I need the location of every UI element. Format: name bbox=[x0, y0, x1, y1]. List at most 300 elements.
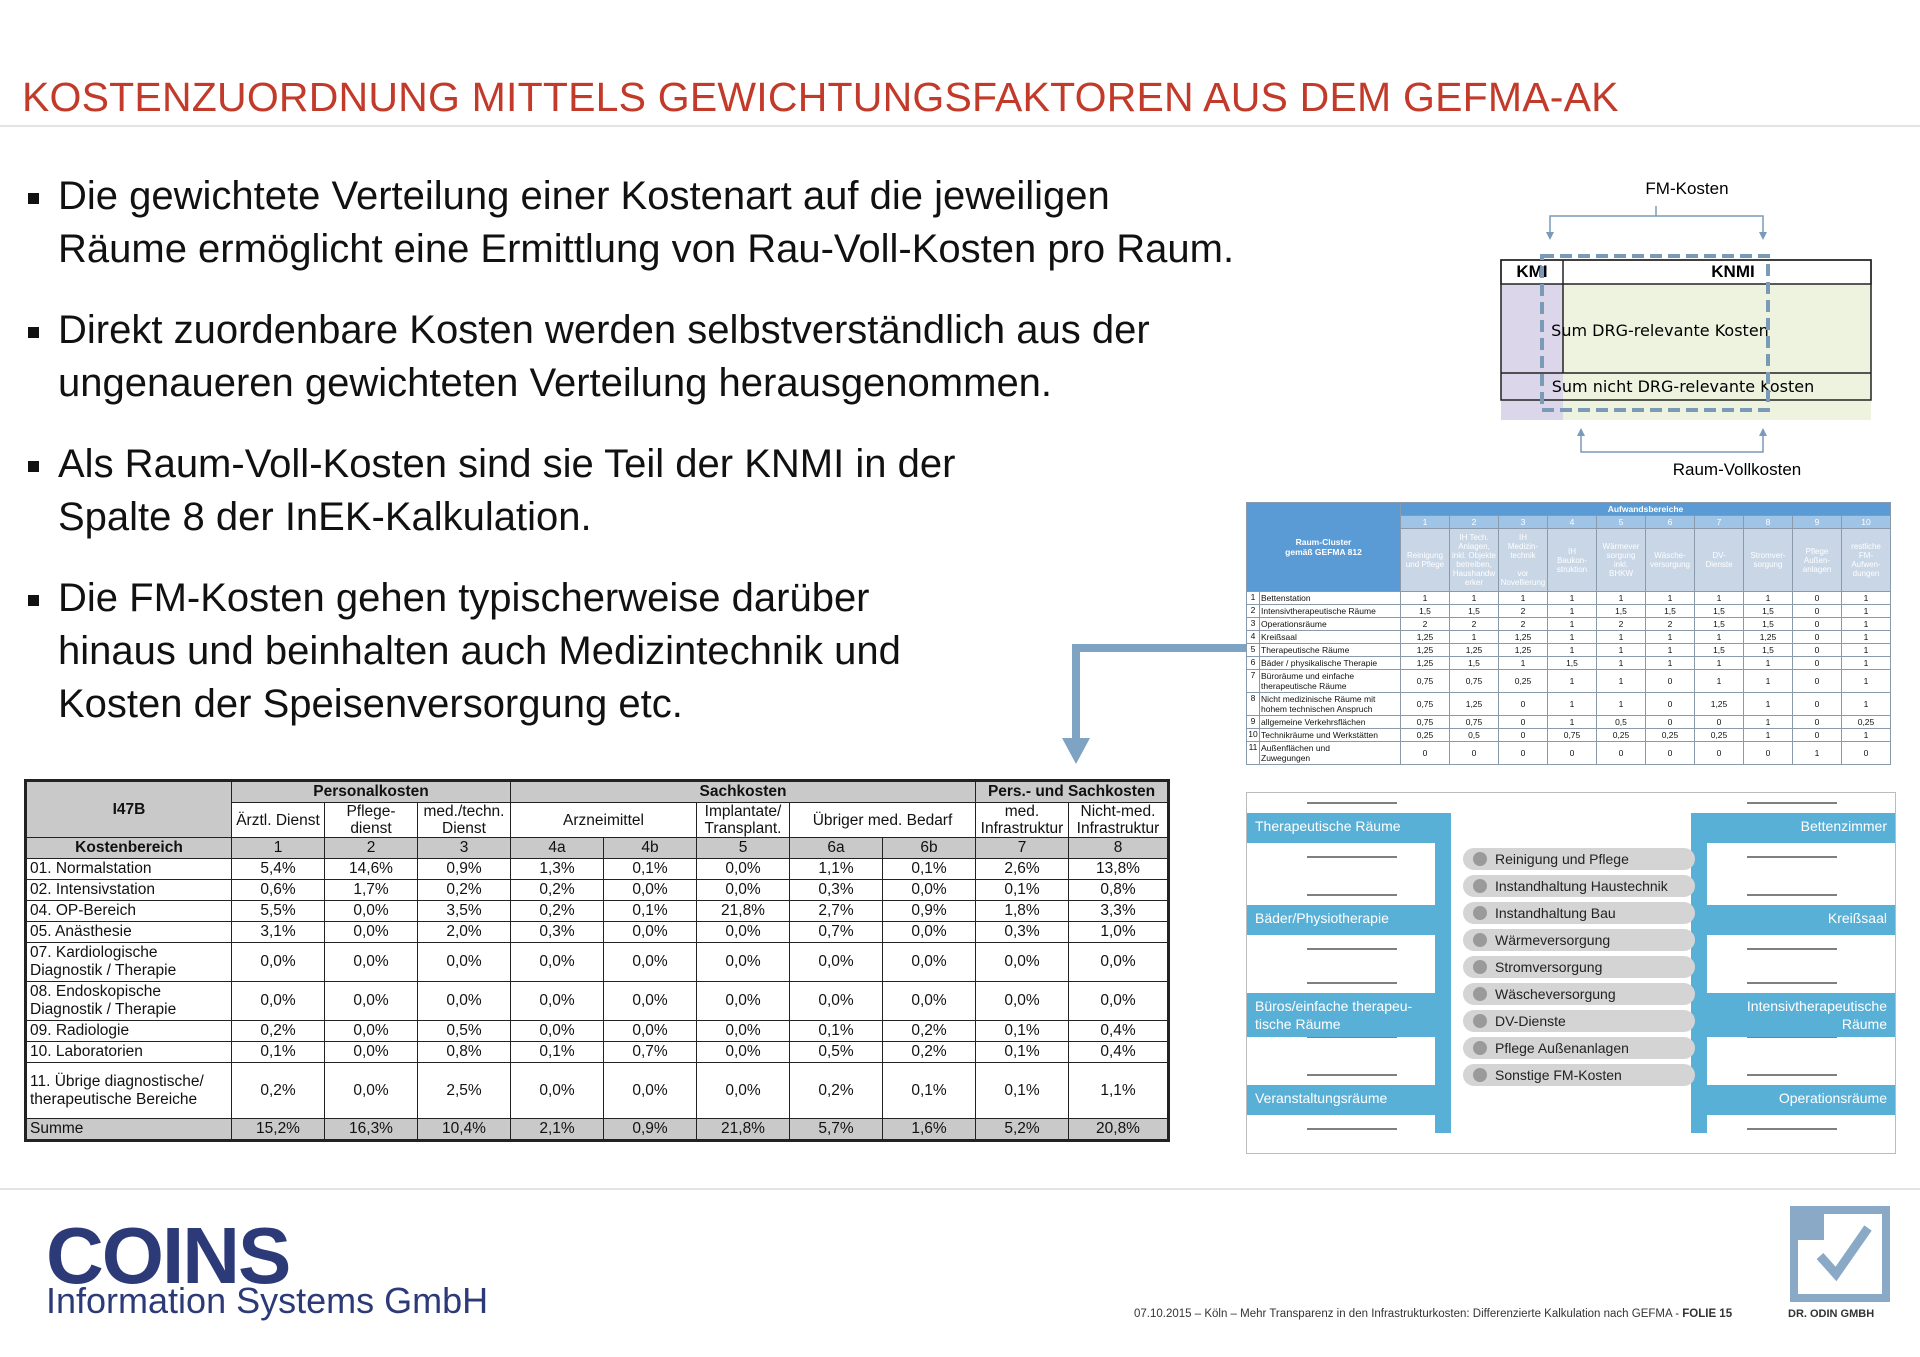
cluster-cell: 0,25 bbox=[1401, 729, 1450, 742]
coins-logo: COINS bbox=[46, 1211, 290, 1300]
column-number: 6a bbox=[790, 838, 883, 859]
cluster-cell: 0 bbox=[1793, 644, 1842, 657]
column-subheader: Übriger med. Bedarf bbox=[790, 803, 976, 838]
table-cell: 0,0% bbox=[790, 943, 883, 982]
table-cell: 14,6% bbox=[325, 859, 418, 880]
bullet-square-icon bbox=[28, 193, 39, 204]
cluster-cell: 1 bbox=[1597, 657, 1646, 670]
cluster-cell: 1 bbox=[1499, 657, 1548, 670]
table-cell: 1,1% bbox=[1069, 1063, 1169, 1119]
table-row bbox=[26, 922, 1169, 943]
table-cell: 3,5% bbox=[418, 901, 511, 922]
service-gear-icon bbox=[1473, 933, 1487, 947]
gefma-cluster-table bbox=[1246, 502, 1891, 765]
cluster-cell: 0 bbox=[1499, 693, 1548, 716]
left-room-chip: Veranstaltungsräume bbox=[1247, 1085, 1435, 1115]
cost-distribution-table bbox=[24, 779, 1170, 1142]
column-number: 5 bbox=[697, 838, 790, 859]
table-cell: 0,0% bbox=[883, 922, 976, 943]
column-number: 8 bbox=[1069, 838, 1169, 859]
service-gear-icon bbox=[1473, 906, 1487, 920]
cluster-cell: 1 bbox=[1842, 631, 1891, 644]
cluster-cell: 1 bbox=[1597, 592, 1646, 605]
cluster-cell: 1 bbox=[1548, 605, 1597, 618]
cluster-cell: 1 bbox=[1548, 592, 1597, 605]
service-gear-icon bbox=[1473, 879, 1487, 893]
raum-vollkosten-label: Raum-Vollkosten bbox=[1672, 460, 1802, 479]
service-gear-icon bbox=[1473, 1041, 1487, 1055]
table-cell: 0,0% bbox=[697, 922, 790, 943]
cluster-column-header: IH Baukon- struktion bbox=[1548, 529, 1597, 592]
slide-number: FOLIE 15 bbox=[1682, 1308, 1733, 1320]
table-cell: 2,7% bbox=[790, 901, 883, 922]
cluster-cell: 1 bbox=[1450, 631, 1499, 644]
cluster-cell: 1,25 bbox=[1401, 657, 1450, 670]
service-label: Reinigung und Pflege bbox=[1495, 851, 1629, 867]
cluster-column-header: Pflege Außen- anlagen bbox=[1793, 529, 1842, 592]
bullet-square-icon bbox=[28, 461, 39, 472]
table-number-row bbox=[26, 838, 1169, 859]
sum-cell: 20,8% bbox=[1069, 1119, 1169, 1141]
cluster-cell: 1,25 bbox=[1450, 644, 1499, 657]
table-cell: 0,1% bbox=[604, 859, 697, 880]
cluster-cell: 1 bbox=[1842, 729, 1891, 742]
cluster-cell: 0,5 bbox=[1597, 716, 1646, 729]
cluster-cell: 0 bbox=[1793, 592, 1842, 605]
table-cell: 0,0% bbox=[604, 1063, 697, 1119]
service-gear-icon bbox=[1473, 1014, 1487, 1028]
cluster-cell: 1 bbox=[1499, 592, 1548, 605]
cluster-row-label: Bäder / physikalische Therapie bbox=[1260, 657, 1401, 670]
cluster-column-header: Stromver- sorgung bbox=[1744, 529, 1793, 592]
row-label: 05. Anästhesie bbox=[26, 922, 232, 943]
cluster-cell: 1 bbox=[1793, 742, 1842, 765]
table-cell: 0,0% bbox=[511, 1021, 604, 1042]
table-cell: 0,0% bbox=[604, 922, 697, 943]
non-drg-label: Sum nicht DRG-relevante Kosten bbox=[1551, 377, 1815, 396]
cluster-row-number: 5 bbox=[1247, 644, 1260, 657]
cluster-cell: 0,5 bbox=[1450, 729, 1499, 742]
fm-kosten-label: FM-Kosten bbox=[1645, 179, 1729, 198]
table-cell: 0,1% bbox=[790, 1021, 883, 1042]
column-number: 7 bbox=[976, 838, 1069, 859]
sum-cell: 5,7% bbox=[790, 1119, 883, 1141]
table-cell: 0,2% bbox=[232, 1021, 325, 1042]
bullet-text-line: Die gewichtete Verteilung einer Kostenart auf die jeweiligen bbox=[58, 174, 1110, 218]
table-row bbox=[26, 901, 1169, 922]
table-cell: 5,4% bbox=[232, 859, 325, 880]
sum-cell: 21,8% bbox=[697, 1119, 790, 1141]
table-cell: 0,1% bbox=[883, 1063, 976, 1119]
table-cell: 0,1% bbox=[976, 1063, 1069, 1119]
cluster-row-label: Außenflächen und Zuwegungen bbox=[1260, 742, 1401, 765]
table-cell: 0,0% bbox=[604, 943, 697, 982]
table-cell: 5,5% bbox=[232, 901, 325, 922]
cluster-cell: 1 bbox=[1597, 693, 1646, 716]
table-cell: 0,1% bbox=[976, 880, 1069, 901]
cluster-cell: 1 bbox=[1597, 644, 1646, 657]
column-number: 4b bbox=[604, 838, 697, 859]
cluster-cell: 1,5 bbox=[1597, 605, 1646, 618]
cluster-label: Raum-Cluster gemäß GEFMA 812 bbox=[1247, 503, 1401, 592]
cluster-row-label: Bettenstation bbox=[1260, 592, 1401, 605]
cluster-column-number: 5 bbox=[1597, 516, 1646, 529]
table-cell: 13,8% bbox=[1069, 859, 1169, 880]
cluster-row-number: 3 bbox=[1247, 618, 1260, 631]
row-label: 07. Kardiologische Diagnostik / Therapie bbox=[26, 943, 232, 982]
cluster-cell: 1 bbox=[1842, 592, 1891, 605]
bullet-text-line: Kosten der Speisenversorgung etc. bbox=[58, 682, 683, 726]
cluster-cell: 1 bbox=[1695, 592, 1744, 605]
cluster-cell: 0 bbox=[1744, 742, 1793, 765]
column-subheader: Ärztl. Dienst bbox=[232, 803, 325, 838]
cluster-cell: 0 bbox=[1597, 742, 1646, 765]
fm-service-item bbox=[1463, 956, 1695, 978]
cluster-row bbox=[1247, 742, 1891, 765]
cluster-cell: 1 bbox=[1695, 670, 1744, 693]
table-cell: 2,0% bbox=[418, 922, 511, 943]
table-row bbox=[26, 982, 1169, 1021]
cluster-cell: 1 bbox=[1646, 657, 1695, 670]
kostenbereich-label: Kostenbereich bbox=[26, 838, 232, 859]
knmi-label: KNMI bbox=[1711, 262, 1755, 281]
left-room-chip: Büros/einfache therapeu- tische Räume bbox=[1247, 993, 1435, 1037]
cluster-cell: 0,75 bbox=[1450, 716, 1499, 729]
cluster-cell: 1,5 bbox=[1695, 618, 1744, 631]
coins-logo-subtitle: Information Systems GmbH bbox=[46, 1280, 489, 1321]
sum-label: Summe bbox=[26, 1119, 232, 1141]
cluster-cell: 1 bbox=[1744, 670, 1793, 693]
row-label: 10. Laboratorien bbox=[26, 1042, 232, 1063]
cluster-cell: 0 bbox=[1401, 742, 1450, 765]
cluster-cell: 0,25 bbox=[1646, 729, 1695, 742]
cluster-cell: 1 bbox=[1842, 644, 1891, 657]
table-cell: 0,0% bbox=[325, 901, 418, 922]
column-number: 4a bbox=[511, 838, 604, 859]
cluster-row bbox=[1247, 605, 1891, 618]
cluster-cell: 1 bbox=[1744, 592, 1793, 605]
cluster-cell: 1,5 bbox=[1744, 618, 1793, 631]
table-cell: 0,0% bbox=[604, 982, 697, 1021]
cluster-cell: 1 bbox=[1548, 644, 1597, 657]
cluster-row bbox=[1247, 618, 1891, 631]
fm-service-item bbox=[1463, 848, 1695, 870]
table-cell: 0,7% bbox=[604, 1042, 697, 1063]
table-cell: 0,8% bbox=[418, 1042, 511, 1063]
table-cell: 1,7% bbox=[325, 880, 418, 901]
cluster-row-number: 10 bbox=[1247, 729, 1260, 742]
table-cell: 0,6% bbox=[232, 880, 325, 901]
cluster-cell: 1 bbox=[1744, 716, 1793, 729]
table-cell: 0,0% bbox=[325, 982, 418, 1021]
cluster-cell: 1 bbox=[1842, 605, 1891, 618]
table-cell: 0,3% bbox=[976, 922, 1069, 943]
table-cell: 0,0% bbox=[1069, 982, 1169, 1021]
table-row bbox=[26, 880, 1169, 901]
bullet-item bbox=[22, 438, 1422, 544]
bullet-text-line: hinaus und beinhalten auch Medizintechnik und bbox=[58, 629, 901, 673]
cluster-cell: 0 bbox=[1499, 716, 1548, 729]
table-cell: 0,2% bbox=[511, 901, 604, 922]
table-cell: 0,0% bbox=[604, 1021, 697, 1042]
table-cell: 0,2% bbox=[511, 880, 604, 901]
cluster-cell: 1 bbox=[1646, 592, 1695, 605]
fm-service-item bbox=[1463, 875, 1695, 897]
table-cell: 0,1% bbox=[976, 1042, 1069, 1063]
service-label: Instandhaltung Haustechnik bbox=[1495, 878, 1668, 894]
cluster-cell: 1,5 bbox=[1646, 605, 1695, 618]
cluster-row-label: allgemeine Verkehrsflächen bbox=[1260, 716, 1401, 729]
bullet-square-icon bbox=[28, 595, 39, 606]
cluster-cell: 0 bbox=[1793, 693, 1842, 716]
column-number: 1 bbox=[232, 838, 325, 859]
table-cell: 0,3% bbox=[511, 922, 604, 943]
cluster-cell: 1,25 bbox=[1499, 644, 1548, 657]
table-cell: 0,0% bbox=[697, 1042, 790, 1063]
bullet-text-line: Die FM-Kosten gehen typischerweise darüber bbox=[58, 576, 870, 620]
table-cell: 0,0% bbox=[232, 982, 325, 1021]
cluster-column-header: Wäsche- versorgung bbox=[1646, 529, 1695, 592]
cluster-row-number: 8 bbox=[1247, 693, 1260, 716]
raum-bottom-bracket bbox=[1581, 434, 1763, 452]
bullet-text-line: Spalte 8 der InEK-Kalkulation. bbox=[58, 495, 592, 539]
cluster-cell: 0 bbox=[1793, 716, 1842, 729]
cluster-cell: 2 bbox=[1499, 618, 1548, 631]
table-row bbox=[26, 1042, 1169, 1063]
table-cell: 0,0% bbox=[883, 982, 976, 1021]
cluster-cell: 1,25 bbox=[1450, 693, 1499, 716]
cluster-row bbox=[1247, 729, 1891, 742]
table-cell: 0,7% bbox=[790, 922, 883, 943]
cluster-cell: 0,75 bbox=[1450, 670, 1499, 693]
cluster-row-label: Büroräume und einfache therapeutische Räume bbox=[1260, 670, 1401, 693]
cluster-cell: 1 bbox=[1842, 670, 1891, 693]
cluster-cell: 0,75 bbox=[1401, 670, 1450, 693]
cluster-cell: 0,75 bbox=[1401, 693, 1450, 716]
cluster-row-label: Technikräume und Werkstätten bbox=[1260, 729, 1401, 742]
cluster-column-header: IH Tech. Anlagen, inkl. Objekte betreiben, Haushandw erker bbox=[1450, 529, 1499, 592]
group-header: Sachkosten bbox=[511, 781, 976, 803]
cluster-cell: 0,25 bbox=[1597, 729, 1646, 742]
fm-service-item bbox=[1463, 902, 1695, 924]
cluster-cell: 0 bbox=[1499, 729, 1548, 742]
service-label: Instandhaltung Bau bbox=[1495, 905, 1616, 921]
cluster-row-label: Nicht medizinische Räume mit hohem technischen Anspruch bbox=[1260, 693, 1401, 716]
fm-service-item bbox=[1463, 983, 1695, 1005]
right-room-chip: Kreißsaal bbox=[1707, 905, 1895, 935]
bullet-text-line: Als Raum-Voll-Kosten sind sie Teil der KNMI in der bbox=[58, 442, 956, 486]
bullet-text-line: Direkt zuordenbare Kosten werden selbstverständlich aus der bbox=[58, 308, 1150, 352]
cluster-row-label: Therapeutische Räume bbox=[1260, 644, 1401, 657]
row-label: 02. Intensivstation bbox=[26, 880, 232, 901]
table-cell: 0,5% bbox=[418, 1021, 511, 1042]
table-cell: 0,2% bbox=[790, 1063, 883, 1119]
table-cell: 0,4% bbox=[1069, 1021, 1169, 1042]
bullet-text-line: ungenaueren gewichteten Verteilung herausgenommen. bbox=[58, 361, 1053, 405]
cluster-cell: 0,75 bbox=[1548, 729, 1597, 742]
column-subheader: Nicht-med. Infrastruktur bbox=[1069, 803, 1169, 838]
cluster-cell: 0,25 bbox=[1695, 729, 1744, 742]
cluster-row-label: Intensivtherapeutische Räume bbox=[1260, 605, 1401, 618]
table-cell: 0,2% bbox=[883, 1021, 976, 1042]
table-cell: 0,3% bbox=[790, 880, 883, 901]
cluster-cell: 0 bbox=[1793, 729, 1842, 742]
service-gear-icon bbox=[1473, 960, 1487, 974]
table-cell: 0,0% bbox=[697, 880, 790, 901]
cluster-cell: 0 bbox=[1450, 742, 1499, 765]
table-cell: 1,1% bbox=[790, 859, 883, 880]
column-number: 6b bbox=[883, 838, 976, 859]
dr-odin-logo-text: DR. ODIN GMBH bbox=[1788, 1308, 1875, 1320]
cluster-cell: 1 bbox=[1401, 592, 1450, 605]
table-cell: 1,8% bbox=[976, 901, 1069, 922]
table-cell: 0,1% bbox=[232, 1042, 325, 1063]
right-room-chip: Operationsräume bbox=[1707, 1085, 1895, 1115]
cluster-cell: 1 bbox=[1842, 693, 1891, 716]
cluster-cell: 1 bbox=[1597, 631, 1646, 644]
cluster-cell: 2 bbox=[1499, 605, 1548, 618]
cluster-cell: 0 bbox=[1646, 670, 1695, 693]
cluster-cell: 1 bbox=[1744, 693, 1793, 716]
table-cell: 0,0% bbox=[697, 982, 790, 1021]
cluster-cell: 1 bbox=[1548, 670, 1597, 693]
table-cell: 0,0% bbox=[697, 943, 790, 982]
cluster-cell: 1 bbox=[1842, 618, 1891, 631]
table-cell: 2,5% bbox=[418, 1063, 511, 1119]
sum-cell: 0,9% bbox=[604, 1119, 697, 1141]
sum-cell: 1,6% bbox=[883, 1119, 976, 1141]
cluster-cell: 0 bbox=[1646, 716, 1695, 729]
cluster-cell: 1 bbox=[1695, 631, 1744, 644]
column-subheader: Implantate/ Transplant. bbox=[697, 803, 790, 838]
column-subheader: Arzneimittel bbox=[511, 803, 697, 838]
footer-caption bbox=[1134, 1308, 1732, 1320]
cluster-cell: 1 bbox=[1548, 631, 1597, 644]
right-room-chip: Bettenzimmer bbox=[1707, 813, 1895, 843]
table-cell: 0,1% bbox=[976, 1021, 1069, 1042]
table-cell: 0,0% bbox=[976, 943, 1069, 982]
table-cell: 0,0% bbox=[418, 982, 511, 1021]
table-row bbox=[26, 859, 1169, 880]
cluster-cell: 2 bbox=[1450, 618, 1499, 631]
cluster-column-header: restliche FM- Aufwen- dungen bbox=[1842, 529, 1891, 592]
cluster-column-header: Wärmever sorgung inkl. BHKW bbox=[1597, 529, 1646, 592]
table-cell: 3,3% bbox=[1069, 901, 1169, 922]
table-cell: 0,2% bbox=[418, 880, 511, 901]
sum-cell: 16,3% bbox=[325, 1119, 418, 1141]
sum-cell: 15,2% bbox=[232, 1119, 325, 1141]
table-cell: 1,0% bbox=[1069, 922, 1169, 943]
service-gear-icon bbox=[1473, 1068, 1487, 1082]
table-cell: 0,0% bbox=[511, 1063, 604, 1119]
group-header: Pers.- und Sachkosten bbox=[976, 781, 1169, 803]
column-subheader: med./techn. Dienst bbox=[418, 803, 511, 838]
table-cell: 0,5% bbox=[790, 1042, 883, 1063]
cluster-row bbox=[1247, 592, 1891, 605]
cluster-row-number: 4 bbox=[1247, 631, 1260, 644]
cluster-column-number: 4 bbox=[1548, 516, 1597, 529]
cluster-cell: 0 bbox=[1499, 742, 1548, 765]
cluster-cell: 2 bbox=[1646, 618, 1695, 631]
left-room-chip: Bäder/Physiotherapie bbox=[1247, 905, 1435, 935]
cluster-column-number: 8 bbox=[1744, 516, 1793, 529]
cluster-header-row bbox=[1247, 503, 1891, 516]
service-label: Wäscheversorgung bbox=[1495, 986, 1616, 1002]
cluster-row-number: 11 bbox=[1247, 742, 1260, 765]
table-cell: 0,0% bbox=[325, 1042, 418, 1063]
cluster-row bbox=[1247, 693, 1891, 716]
cluster-cell: 0 bbox=[1793, 631, 1842, 644]
table-cell: 0,2% bbox=[232, 1063, 325, 1119]
cluster-row bbox=[1247, 644, 1891, 657]
dr-odin-logo-icon bbox=[1790, 1206, 1890, 1302]
service-label: Pflege Außenanlagen bbox=[1495, 1040, 1629, 1056]
table-cell: 0,0% bbox=[325, 943, 418, 982]
cluster-cell: 1,25 bbox=[1695, 693, 1744, 716]
cluster-column-number: 7 bbox=[1695, 516, 1744, 529]
table-cell: 0,8% bbox=[1069, 880, 1169, 901]
cluster-cell: 1,5 bbox=[1744, 644, 1793, 657]
table-cell: 0,1% bbox=[511, 1042, 604, 1063]
column-subheader: Pflege- dienst bbox=[325, 803, 418, 838]
table-cell: 0,2% bbox=[883, 1042, 976, 1063]
table-cell: 0,4% bbox=[1069, 1042, 1169, 1063]
table-cell: 0,0% bbox=[697, 859, 790, 880]
cluster-cell: 0 bbox=[1646, 742, 1695, 765]
cluster-column-number: 10 bbox=[1842, 516, 1891, 529]
cluster-cell: 1 bbox=[1548, 618, 1597, 631]
table-cell: 0,0% bbox=[604, 880, 697, 901]
cluster-cell: 2 bbox=[1401, 618, 1450, 631]
fm-cost-diagram bbox=[1480, 170, 1910, 490]
table-cell: 0,0% bbox=[883, 943, 976, 982]
service-label: Wärmeversorgung bbox=[1495, 932, 1611, 948]
cluster-column-header: DV- Dienste bbox=[1695, 529, 1744, 592]
cluster-cell: 0 bbox=[1548, 742, 1597, 765]
cluster-cell: 1 bbox=[1744, 657, 1793, 670]
cluster-cell: 0,75 bbox=[1401, 716, 1450, 729]
cluster-row bbox=[1247, 657, 1891, 670]
table-cell: 0,0% bbox=[1069, 943, 1169, 982]
left-room-chip: Therapeutische Räume bbox=[1247, 813, 1435, 843]
table-cell: 0,0% bbox=[790, 982, 883, 1021]
sum-cell: 2,1% bbox=[511, 1119, 604, 1141]
row-label: 11. Übrige diagnostische/ therapeutische Bereiche bbox=[26, 1063, 232, 1119]
cluster-cell: 1,5 bbox=[1450, 605, 1499, 618]
cluster-cell: 1,5 bbox=[1695, 644, 1744, 657]
cluster-column-number: 9 bbox=[1793, 516, 1842, 529]
cluster-cell: 1,25 bbox=[1401, 644, 1450, 657]
cluster-cell: 0 bbox=[1793, 670, 1842, 693]
footer-caption-text: 07.10.2015 – Köln – Mehr Transparenz in den Infrastrukturkosten: Differenzierte Kalkulation nach GEFMA - bbox=[1134, 1308, 1683, 1320]
service-label: Sonstige FM-Kosten bbox=[1495, 1067, 1622, 1083]
table-cell: 0,0% bbox=[511, 982, 604, 1021]
cluster-cell: 1,25 bbox=[1401, 631, 1450, 644]
table-cell: 0,9% bbox=[883, 901, 976, 922]
aufwandsbereiche-header: Aufwandsbereiche bbox=[1401, 503, 1891, 516]
fm-service-item bbox=[1463, 1010, 1695, 1032]
table-cell: 3,1% bbox=[232, 922, 325, 943]
cluster-cell: 0,25 bbox=[1499, 670, 1548, 693]
row-label: 04. OP-Bereich bbox=[26, 901, 232, 922]
cluster-column-number: 3 bbox=[1499, 516, 1548, 529]
drg-label: Sum DRG-relevante Kosten bbox=[1551, 321, 1769, 340]
cluster-cell: 2 bbox=[1597, 618, 1646, 631]
cluster-cell: 0 bbox=[1695, 742, 1744, 765]
service-gear-icon bbox=[1473, 852, 1487, 866]
cluster-column-number: 2 bbox=[1450, 516, 1499, 529]
cluster-cell: 0,25 bbox=[1842, 716, 1891, 729]
